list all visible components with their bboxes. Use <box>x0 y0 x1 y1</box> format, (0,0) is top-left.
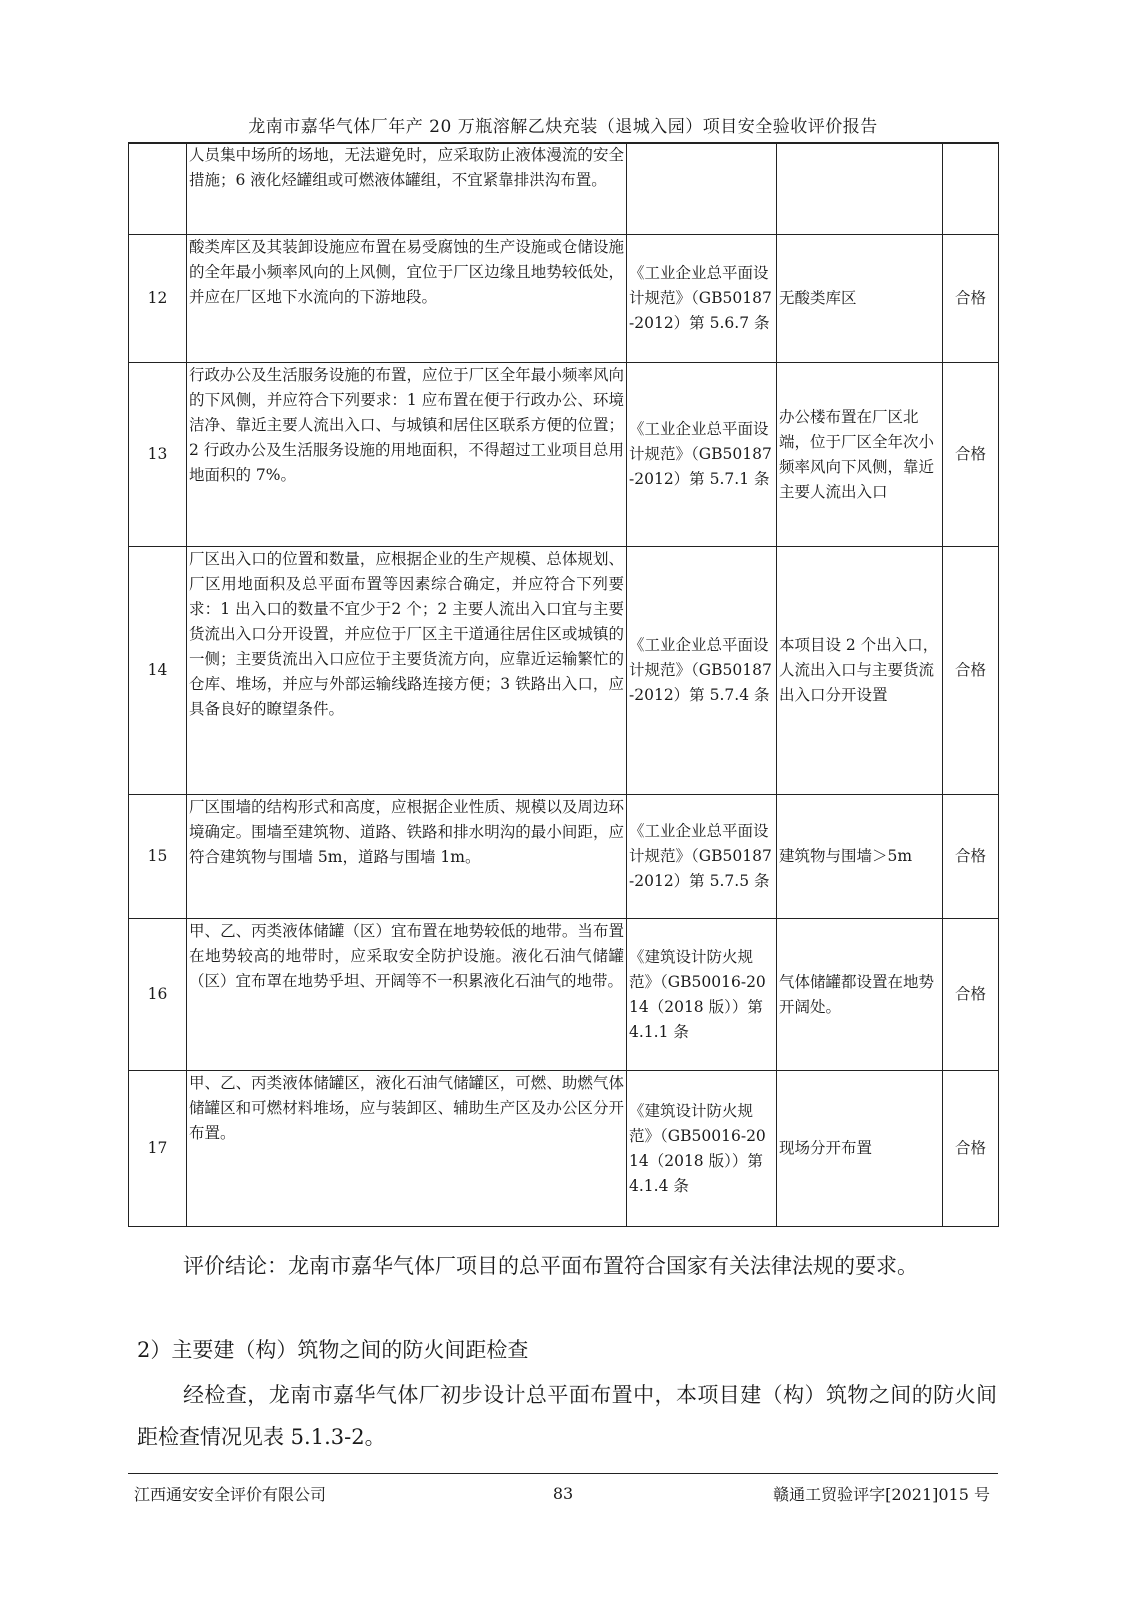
result-cell <box>943 143 999 235</box>
row-number: 17 <box>129 1071 187 1227</box>
row-number: 16 <box>129 919 187 1071</box>
row-number <box>129 143 187 235</box>
result-cell: 合格 <box>943 363 999 547</box>
page-footer <box>128 1473 998 1510</box>
basis-cell: 《工业企业总平面设计规范》（GB50187-2012）第 5.6.7 条 <box>627 235 777 363</box>
row-number: 13 <box>129 363 187 547</box>
footer-company: 江西通安安全评价有限公司 <box>134 1485 327 1504</box>
actual-cell: 无酸类库区 <box>777 235 943 363</box>
table-row <box>129 919 999 1071</box>
requirement-cell: 酸类库区及其装卸设施应布置在易受腐蚀的生产设施或仓储设施的全年最小频率风向的上风侧，宜位于厂区边缘且地势较低处，并应在厂区地下水流向的下游地段。 <box>187 235 627 363</box>
basis-cell: 《建筑设计防火规范》（GB50016-2014（2018 版））第4.1.1 条 <box>627 919 777 1071</box>
basis-cell: 《工业企业总平面设计规范》（GB50187-2012）第 5.7.5 条 <box>627 795 777 919</box>
result-cell: 合格 <box>943 795 999 919</box>
table-row <box>129 1071 999 1227</box>
actual-cell: 气体储罐都设置在地势开阔处。 <box>777 919 943 1071</box>
footer-doc-number: 赣通工贸验评字[2021]015 号 <box>773 1485 990 1504</box>
table-row <box>129 143 999 235</box>
table-row <box>129 363 999 547</box>
section-heading: 2）主要建（构）筑物之间的防火间距检查 <box>137 1338 529 1362</box>
row-number: 14 <box>129 547 187 795</box>
inspection-table <box>128 142 999 1227</box>
basis-cell: 《工业企业总平面设计规范》（GB50187-2012）第 5.7.1 条 <box>627 363 777 547</box>
basis-cell <box>627 143 777 235</box>
table-row <box>129 795 999 919</box>
actual-cell <box>777 143 943 235</box>
result-cell: 合格 <box>943 1071 999 1227</box>
actual-cell: 建筑物与围墙＞5m <box>777 795 943 919</box>
requirement-cell: 厂区出入口的位置和数量，应根据企业的生产规模、总体规划、厂区用地面积及总平面布置等因素综合确定，并应符合下列要求：1 出入口的数量不宜少于2 个；2 主要人流出入口宜与主要货流出入口分开设置，并应位于厂区主干道通往居住区或城镇的一侧；主要货流出入口应位于主要货流方向，应靠近运输繁忙的仓库、堆场，并应与外部运输线路连接方便；3 铁路出入口，应具备良好的瞭望条件。 <box>187 547 627 795</box>
actual-cell: 办公楼布置在厂区北端，位于厂区全年次小频率风向下风侧，靠近主要人流出入口 <box>777 363 943 547</box>
result-cell: 合格 <box>943 919 999 1071</box>
result-cell: 合格 <box>943 547 999 795</box>
requirement-cell: 行政办公及生活服务设施的布置，应位于厂区全年最小频率风向的下风侧，并应符合下列要求：1 应布置在便于行政办公、环境洁净、靠近主要人流出入口、与城镇和居住区联系方便的位置；2 行政办公及生活服务设施的用地面积，不得超过工业项目总用地面积的 7%。 <box>187 363 627 547</box>
requirement-cell: 甲、乙、丙类液体储罐（区）宜布置在地势较低的地带。当布置在地势较高的地带时，应采取安全防护设施。液化石油气储罐（区）宜布罩在地势乎坦、开阔等不一积累液化石油气的地带。 <box>187 919 627 1071</box>
row-number: 15 <box>129 795 187 919</box>
table-row <box>129 235 999 363</box>
actual-cell: 本项目设 2 个出入口，人流出入口与主要货流出入口分开设置 <box>777 547 943 795</box>
page-header <box>128 112 998 144</box>
requirement-cell: 人员集中场所的场地，无法避免时，应采取防止液体漫流的安全措施；6 液化烃罐组或可燃液体罐组，不宜紧靠排洪沟布置。 <box>187 143 627 235</box>
table-row <box>129 547 999 795</box>
body-paragraph: 经检查，龙南市嘉华气体厂初步设计总平面布置中，本项目建（构）筑物之间的防火间距检查情况见表 5.1.3-2。 <box>137 1383 997 1449</box>
requirement-cell: 厂区围墙的结构形式和高度，应根据企业性质、规模以及周边环境确定。围墙至建筑物、道路、铁路和排水明沟的最小间距，应符合建筑物与围墙 5m，道路与围墙 1m。 <box>187 795 627 919</box>
row-number: 12 <box>129 235 187 363</box>
report-title: 龙南市嘉华气体厂年产 20 万瓶溶解乙炔充装（退城入园）项目安全验收评价报告 <box>248 117 878 137</box>
evaluation-conclusion: 评价结论：龙南市嘉华气体厂项目的总平面布置符合国家有关法律法规的要求。 <box>183 1254 918 1278</box>
basis-cell: 《工业企业总平面设计规范》（GB50187-2012）第 5.7.4 条 <box>627 547 777 795</box>
actual-cell: 现场分开布置 <box>777 1071 943 1227</box>
requirement-cell: 甲、乙、丙类液体储罐区，液化石油气储罐区，可燃、助燃气体储罐区和可燃材料堆场，应与装卸区、辅助生产区及办公区分开布置。 <box>187 1071 627 1227</box>
basis-cell: 《建筑设计防火规范》（GB50016-2014（2018 版））第4.1.4 条 <box>627 1071 777 1227</box>
result-cell: 合格 <box>943 235 999 363</box>
page-number: 83 <box>552 1484 574 1503</box>
